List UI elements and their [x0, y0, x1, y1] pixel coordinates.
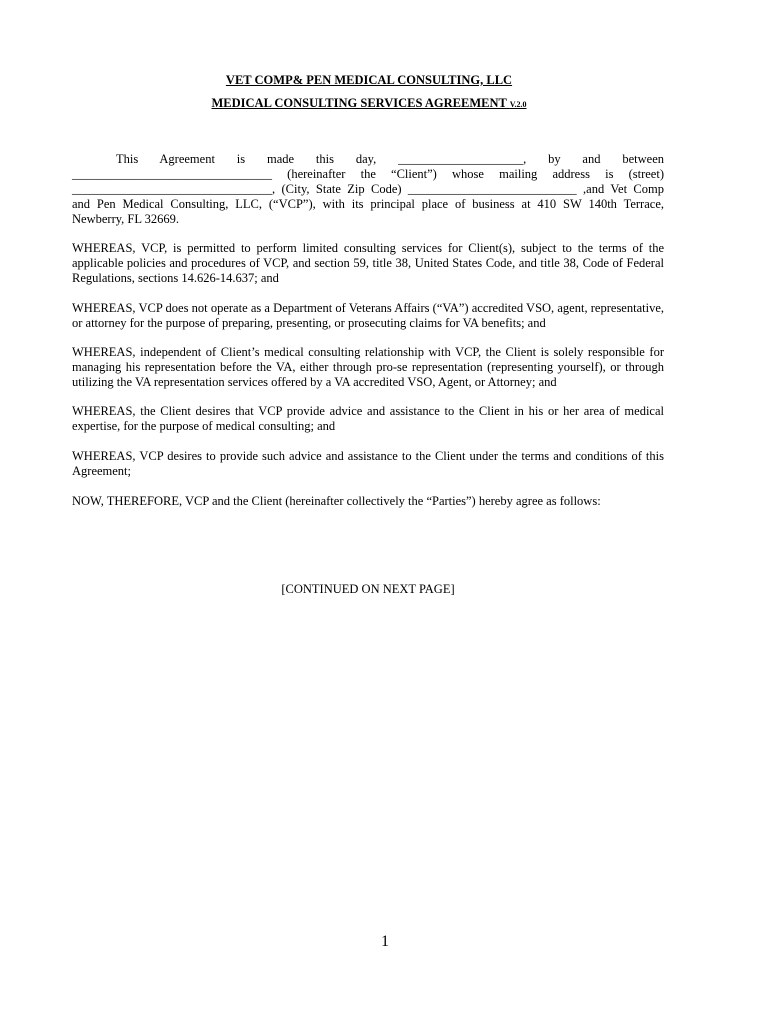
version-label: V.2.0	[509, 100, 527, 109]
whereas-line: Regulations, sections 14.626-14.637; and	[72, 271, 279, 285]
whereas-line: managing his representation before the VA, either through pro-se representation (representing yourself), or through	[72, 360, 664, 374]
page-number: 1	[381, 933, 389, 950]
intro-line: ________________________________, (City, State Zip Code) ___________________________ ,and Vet Comp	[72, 182, 664, 196]
whereas-line: WHEREAS, independent of Client’s medical consulting relationship with VCP, the Client is solely responsible for	[72, 345, 664, 359]
whereas-line: Agreement;	[72, 464, 132, 478]
company-name: VET COMP& PEN MEDICAL CONSULTING, LLC	[225, 73, 513, 87]
agreement-title	[0, 96, 738, 111]
whereas-line: WHEREAS, the Client desires that VCP provide advice and assistance to the Client in his or her area of medical	[72, 404, 664, 418]
agreement-title-text: MEDICAL CONSULTING SERVICES AGREEMENT	[211, 96, 507, 110]
whereas-line: WHEREAS, VCP, is permitted to perform limited consulting services for Client(s), subject to the terms of the	[72, 241, 664, 255]
whereas-line: WHEREAS, VCP does not operate as a Department of Veterans Affairs (“VA”) accredited VSO, agent, representative,	[72, 301, 664, 315]
intro-line: This Agreement is made this day, ____________________, by and between	[116, 152, 664, 166]
intro-line: Newberry, FL 32669.	[72, 212, 180, 226]
whereas-line: utilizing the VA representation services offered by a VA accredited VSO, Agent, or Attorney; and	[72, 375, 557, 389]
whereas-line: expertise, for the purpose of medical consulting; and	[72, 419, 336, 433]
whereas-line: WHEREAS, VCP desires to provide such advice and assistance to the Client under the terms and conditions of this	[72, 449, 664, 463]
intro-line: and Pen Medical Consulting, LLC, (“VCP”), with its principal place of business at 410 SW 140th Terrace,	[72, 197, 664, 211]
whereas-line: applicable policies and procedures of VCP, and section 59, title 38, United States Code, and title 38, Code of Federal	[72, 256, 664, 270]
now-therefore-clause: NOW, THEREFORE, VCP and the Client (hereinafter collectively the “Parties”) hereby agree as follows:	[72, 494, 601, 508]
continued-notice: [CONTINUED ON NEXT PAGE]	[281, 582, 455, 596]
intro-line: ________________________________ (hereinafter the “Client”) whose mailing address is (street)	[72, 167, 664, 181]
company-heading	[0, 73, 738, 88]
whereas-line: or attorney for the purpose of preparing, presenting, or prosecuting claims for VA benefits; and	[72, 316, 546, 330]
